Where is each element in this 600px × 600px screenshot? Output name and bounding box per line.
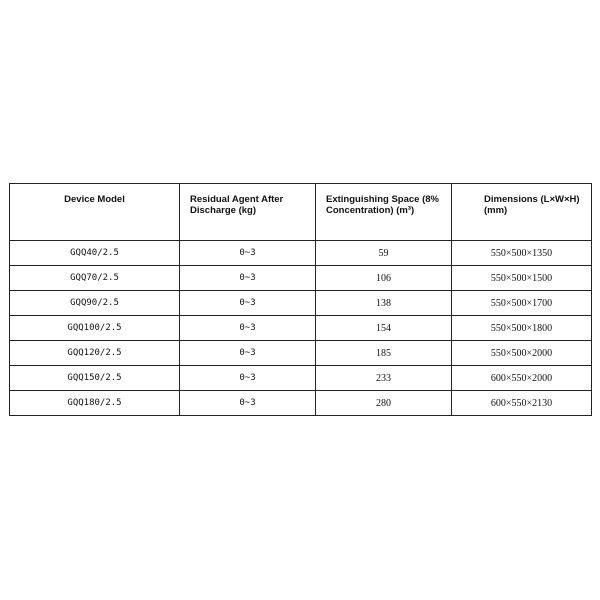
cell-extinguishing-space: 154 <box>316 316 452 341</box>
cell-extinguishing-space: 106 <box>316 266 452 291</box>
table-row <box>10 291 592 316</box>
cell-device-model: GQQ150/2.5 <box>10 366 180 391</box>
cell-device-model: GQQ180/2.5 <box>10 391 180 416</box>
cell-dimensions: 550×500×1700 <box>452 291 592 316</box>
header-residual-agent: Residual Agent After Discharge (kg) <box>180 184 316 241</box>
cell-residual-agent: 0~3 <box>180 316 316 341</box>
header-row <box>10 184 592 241</box>
cell-residual-agent: 0~3 <box>180 341 316 366</box>
cell-extinguishing-space: 280 <box>316 391 452 416</box>
table-row <box>10 266 592 291</box>
specification-table <box>9 183 592 416</box>
header-device-model: Device Model <box>10 184 180 241</box>
cell-residual-agent: 0~3 <box>180 391 316 416</box>
cell-dimensions: 600×550×2000 <box>452 366 592 391</box>
cell-device-model: GQQ40/2.5 <box>10 241 180 266</box>
table-row <box>10 366 592 391</box>
cell-dimensions: 550×500×2000 <box>452 341 592 366</box>
cell-dimensions: 550×500×1500 <box>452 266 592 291</box>
cell-extinguishing-space: 233 <box>316 366 452 391</box>
cell-device-model: GQQ120/2.5 <box>10 341 180 366</box>
header-dimensions: Dimensions (L×W×H) (mm) <box>452 184 592 241</box>
cell-extinguishing-space: 138 <box>316 291 452 316</box>
cell-extinguishing-space: 185 <box>316 341 452 366</box>
cell-device-model: GQQ100/2.5 <box>10 316 180 341</box>
cell-dimensions: 600×550×2130 <box>452 391 592 416</box>
table-row <box>10 391 592 416</box>
cell-dimensions: 550×500×1800 <box>452 316 592 341</box>
table-row <box>10 316 592 341</box>
cell-extinguishing-space: 59 <box>316 241 452 266</box>
table-row <box>10 241 592 266</box>
cell-residual-agent: 0~3 <box>180 366 316 391</box>
cell-residual-agent: 0~3 <box>180 266 316 291</box>
cell-device-model: GQQ90/2.5 <box>10 291 180 316</box>
cell-residual-agent: 0~3 <box>180 291 316 316</box>
cell-device-model: GQQ70/2.5 <box>10 266 180 291</box>
cell-residual-agent: 0~3 <box>180 241 316 266</box>
table-row <box>10 341 592 366</box>
cell-dimensions: 550×500×1350 <box>452 241 592 266</box>
header-extinguishing-space: Extinguishing Space (8% Concentration) (m³) <box>316 184 452 241</box>
